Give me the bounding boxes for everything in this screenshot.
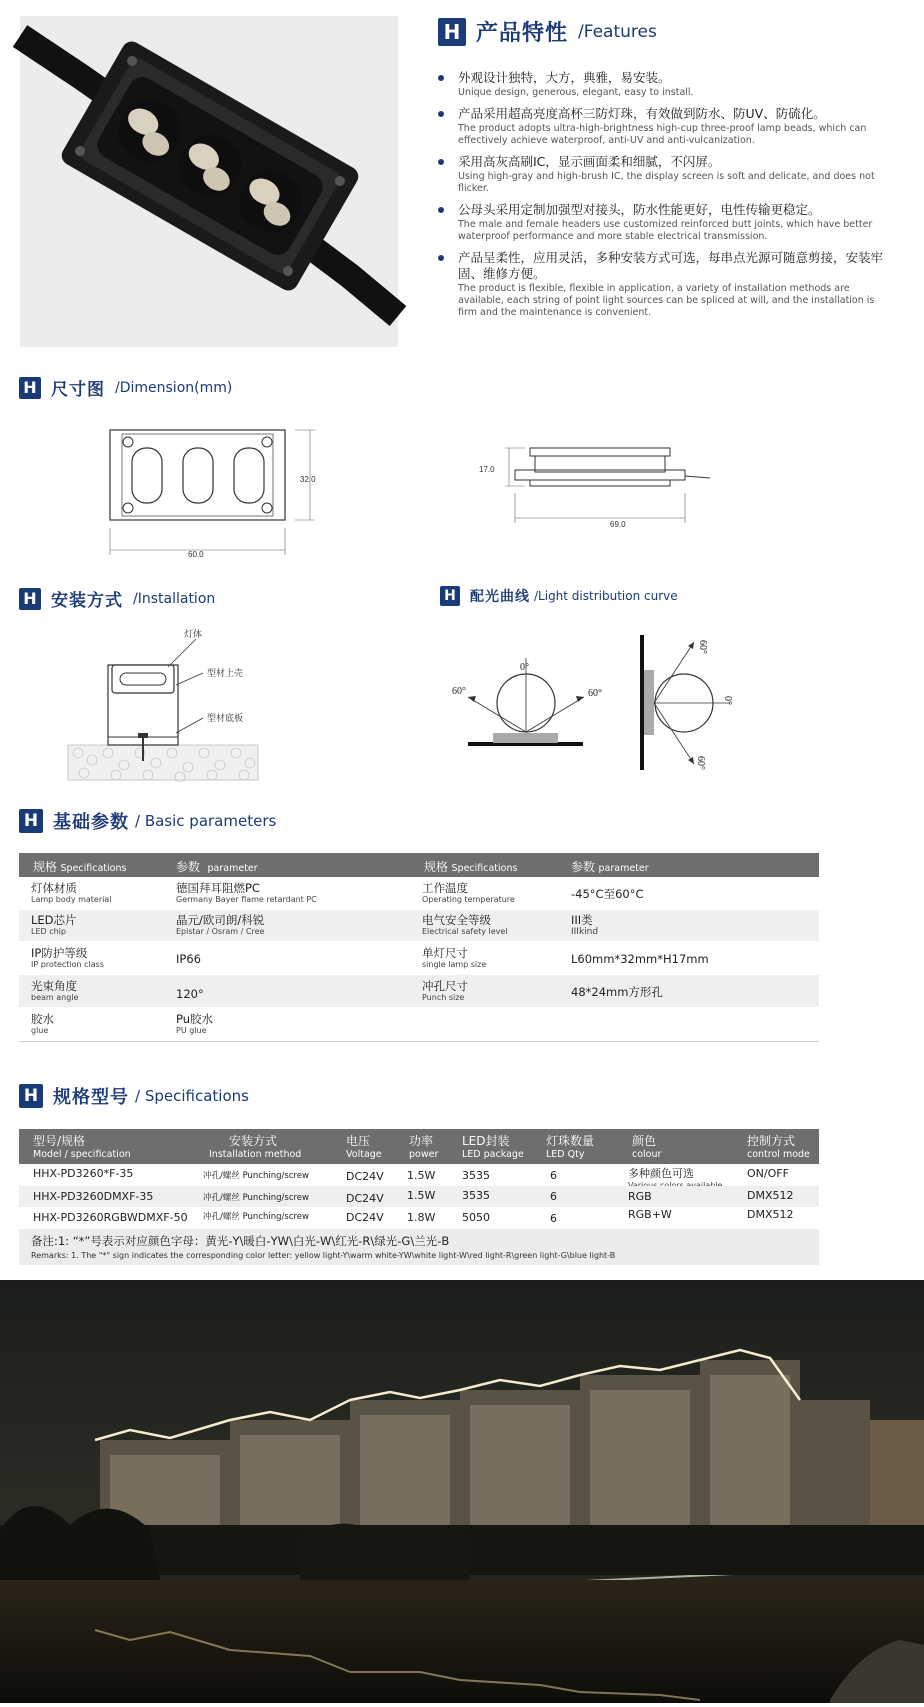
remarks-text-en: Remarks: 1. The "*" sign indicates the corresponding color letter: yellow light-Y\warm white-YW\white light-W\red light-R\green light-G\blue light-B [31, 1251, 616, 1260]
installation-title-en: /Installation [133, 590, 216, 607]
header-install: 安装方式 [229, 1134, 278, 1148]
remarks-text-cn: 备注:1: “*”号表示对应颜色字母：黄光-Y\暖白-YW\白光-W\红光-R\绿光-G\兰光-B [31, 1234, 450, 1248]
cell-package: 5050 [462, 1211, 490, 1224]
dimension-title: 尺寸图 [51, 380, 105, 400]
row-label-en: glue [31, 1026, 49, 1035]
row-label-right: 冲孔尺寸 [422, 979, 468, 993]
row-value: 晶元/欧司朗/科锐 [176, 913, 265, 927]
table-bottom-rule [19, 1041, 819, 1042]
table-row [19, 1164, 819, 1186]
feature-item [438, 250, 893, 319]
header-param2: 参数 [571, 860, 596, 874]
table-row [19, 942, 819, 975]
row-label: 光束角度 [31, 979, 77, 993]
features-title: 产品特性 [476, 21, 569, 46]
header-spec2: 规格 [424, 860, 449, 874]
bullet-icon [438, 159, 444, 165]
row-label-right: 电气安全等级 [422, 913, 491, 927]
feature-text-cn: 产品呈柔性，应用灵活，多种安装方式可选，每串点光源可随意剪接，安装牢固、维修方便。 [458, 250, 884, 281]
feature-text-cn: 采用高灰高刷IC，显示画面柔和细腻，不闪屏。 [458, 154, 721, 169]
row-value-en: PU glue [176, 1026, 207, 1035]
basic-params-title: 基础参数 [53, 812, 129, 833]
cell-install: 冲孔/螺丝 Punching/screw [203, 1212, 309, 1222]
header-qty: 灯珠数量 [546, 1134, 595, 1148]
angle-top-label: 0° [520, 662, 529, 673]
row-value-right: III类 [571, 913, 593, 927]
cell-control: DMX512 [747, 1208, 794, 1221]
brand-logo-icon: H [440, 586, 460, 606]
basic-params-title-en: / Basic parameters [135, 812, 277, 830]
header-power: 功率 [409, 1134, 434, 1148]
dimension-title-en: /Dimension(mm) [115, 379, 233, 396]
row-label-right-en: Electrical safety level [422, 927, 508, 936]
table-row [19, 910, 819, 942]
row-label-en: LED chip [31, 927, 66, 936]
row-value: 120° [176, 987, 204, 1001]
cell-voltage: DC24V [346, 1170, 384, 1183]
cell-qty: 6 [550, 1190, 557, 1203]
front-height-label: 32.0 [300, 475, 316, 484]
header-power-en: power [409, 1149, 439, 1160]
angle-right-label: 60° [588, 688, 602, 699]
side-height-label: 17.0 [479, 465, 495, 474]
row-label-right-en: Punch size [422, 993, 465, 1002]
feature-text-cn: 公母头采用定制加强型对接头，防水性能更好，电性传输更稳定。 [458, 202, 821, 217]
brand-logo-icon: H [19, 809, 43, 833]
cell-package: 3535 [462, 1169, 490, 1182]
side-light-curve [630, 630, 750, 775]
cell-install: 冲孔/螺丝 Punching/screw [203, 1171, 309, 1181]
table-row [19, 1008, 819, 1041]
header-voltage-en: Voltage [346, 1149, 382, 1160]
row-value-right: -45°C至60°C [571, 887, 644, 901]
feature-item [438, 106, 893, 147]
label-lamp-body: 灯体 [184, 630, 203, 640]
front-width-label: 60.0 [188, 550, 204, 559]
feature-text-cn: 产品采用超高亮度高杯三防灯珠，有效做到防水、防UV、防硫化。 [458, 106, 826, 121]
table-row [19, 1207, 819, 1229]
specs-header [19, 1083, 249, 1109]
row-value-en: Germany Bayer flame retardant PC [176, 895, 317, 904]
row-value: 德国拜耳阻燃PC [176, 881, 260, 895]
light-curve-title: 配光曲线 [470, 589, 530, 605]
table-row [19, 975, 819, 1008]
row-value-en: Epistar / Osram / Cree [176, 927, 265, 936]
bullet-icon [438, 111, 444, 117]
feature-text-cn: 外观设计独特，大方，典雅，易安装。 [458, 70, 671, 85]
header-colour-en: colour [632, 1149, 662, 1160]
cell-package: 3535 [462, 1189, 490, 1202]
installation-diagram [68, 625, 308, 790]
cell-model: HHX-PD3260DMXF-35 [33, 1190, 154, 1203]
feature-text-en: The product is flexible, flexible in application, a variety of installation methods are available, each string of point light sources can be spliced at will, and the installation is firm and the maintenance is convenient. [458, 283, 875, 318]
label-profile-base: 型材底板 [207, 714, 244, 724]
specs-table [19, 1129, 819, 1229]
header-param2-en: parameter [598, 863, 649, 874]
row-label: IP防护等级 [31, 946, 88, 960]
row-label: 胶水 [31, 1012, 54, 1026]
cell-colour: 多种颜色可选 [628, 1167, 694, 1180]
row-label-right: 工作温度 [422, 881, 468, 895]
header-control: 控制方式 [747, 1134, 796, 1148]
header-colour: 颜色 [632, 1134, 657, 1148]
cell-colour: RGB+W [628, 1208, 672, 1221]
header-package: LED封装 [462, 1134, 510, 1148]
row-label-en: IP protection class [31, 960, 104, 969]
cell-qty: 6 [550, 1169, 557, 1182]
side-length-label: 69.0 [610, 520, 626, 529]
feature-text-en: The product adopts ultra-high-brightness high-cup three-proof lamp beads, which can effectively achieve waterproof, anti-UV and anti-vulcanization. [458, 123, 867, 146]
row-value: IP66 [176, 952, 201, 966]
row-label-en: beam angle [31, 993, 79, 1002]
feature-item [438, 154, 893, 195]
header-package-en: LED package [462, 1149, 524, 1160]
angle-side-mid-label: 0° [722, 696, 733, 705]
header-install-en: Installation method [209, 1149, 302, 1160]
row-label-right-en: Operating temperature [422, 895, 515, 904]
label-profile-cover: 型材上壳 [207, 669, 244, 679]
feature-text-en: Unique design, generous, elegant, easy to install. [458, 87, 694, 98]
angle-side-top-label: 60° [697, 640, 708, 654]
header-model: 型号/规格 [33, 1134, 86, 1148]
row-value-right-en: IIIkind [571, 927, 599, 937]
cell-voltage: DC24V [346, 1192, 384, 1205]
header-qty-en: LED Qty [546, 1149, 585, 1160]
specs-title-en: / Specifications [135, 1087, 249, 1105]
night-scene-photo [0, 1280, 924, 1703]
front-dimension-drawing [100, 420, 330, 560]
table-header [19, 1129, 819, 1164]
brand-logo-icon: H [19, 1084, 43, 1108]
basic-params-header [19, 808, 276, 834]
basic-params-table [19, 853, 819, 1042]
brand-logo-icon: H [19, 377, 41, 399]
header-model-en: Model / specification [33, 1149, 131, 1160]
row-value-right: 48*24mm方形孔 [571, 985, 663, 999]
bullet-icon [438, 75, 444, 81]
product-photo [20, 16, 398, 347]
specs-title: 规格型号 [53, 1087, 129, 1108]
feature-text-en: Using high-gray and high-brush IC, the display screen is soft and delicate, and does not flicker. [458, 171, 875, 194]
cell-power: 1.5W [407, 1189, 436, 1202]
header-control-en: control mode [747, 1149, 810, 1160]
bullet-icon [438, 255, 444, 261]
header-param-en: parameter [207, 863, 258, 874]
cell-model: HHX-PD3260*F-35 [33, 1167, 134, 1180]
feature-item [438, 202, 893, 243]
dimension-header [19, 375, 232, 400]
angle-left-label: 60° [452, 686, 466, 697]
features-list [438, 70, 893, 326]
bullet-icon [438, 207, 444, 213]
cell-colour: RGB [628, 1190, 652, 1203]
cell-install: 冲孔/螺丝 Punching/screw [203, 1193, 309, 1203]
cell-control: DMX512 [747, 1189, 794, 1202]
table-row [19, 877, 819, 910]
features-header [438, 16, 657, 47]
light-curve-title-en: /Light distribution curve [534, 589, 678, 603]
row-value: Pu胶水 [176, 1012, 214, 1026]
row-label-right: 单灯尺寸 [422, 946, 468, 960]
angle-side-bottom-label: 60° [695, 756, 706, 770]
side-dimension-drawing [475, 438, 735, 538]
row-label-right-en: single lamp size [422, 960, 487, 969]
brand-logo-icon: H [438, 18, 466, 46]
installation-title: 安装方式 [51, 591, 123, 611]
feature-item [438, 70, 893, 99]
row-label: 灯体材质 [31, 881, 77, 895]
row-label: LED芯片 [31, 913, 77, 927]
header-spec-en: Specifications [60, 863, 127, 874]
cell-qty: 6 [550, 1212, 557, 1225]
brand-logo-icon: H [19, 588, 41, 610]
header-param: 参数 [176, 860, 201, 874]
row-value-right: L60mm*32mm*H17mm [571, 952, 709, 966]
light-curve-header [440, 586, 678, 606]
header-spec: 规格 [33, 860, 58, 874]
cell-control: ON/OFF [747, 1167, 789, 1180]
row-label-en: Lamp body material [31, 895, 112, 904]
cell-model: HHX-PD3260RGBWDMXF-50 [33, 1211, 188, 1224]
feature-text-en: The male and female headers use customized reinforced butt joints, which have better waterproof performance and more stable electrical transmission. [458, 219, 873, 242]
header-spec2-en: Specifications [451, 863, 518, 874]
header-voltage: 电压 [346, 1134, 371, 1148]
cell-voltage: DC24V [346, 1211, 384, 1224]
front-light-curve [448, 640, 602, 755]
specs-remarks [19, 1229, 819, 1265]
table-header [19, 853, 819, 877]
installation-header [19, 586, 215, 611]
features-title-en: /Features [578, 21, 657, 42]
cell-power: 1.8W [407, 1211, 436, 1224]
cell-power: 1.5W [407, 1169, 436, 1182]
table-row [19, 1186, 819, 1207]
